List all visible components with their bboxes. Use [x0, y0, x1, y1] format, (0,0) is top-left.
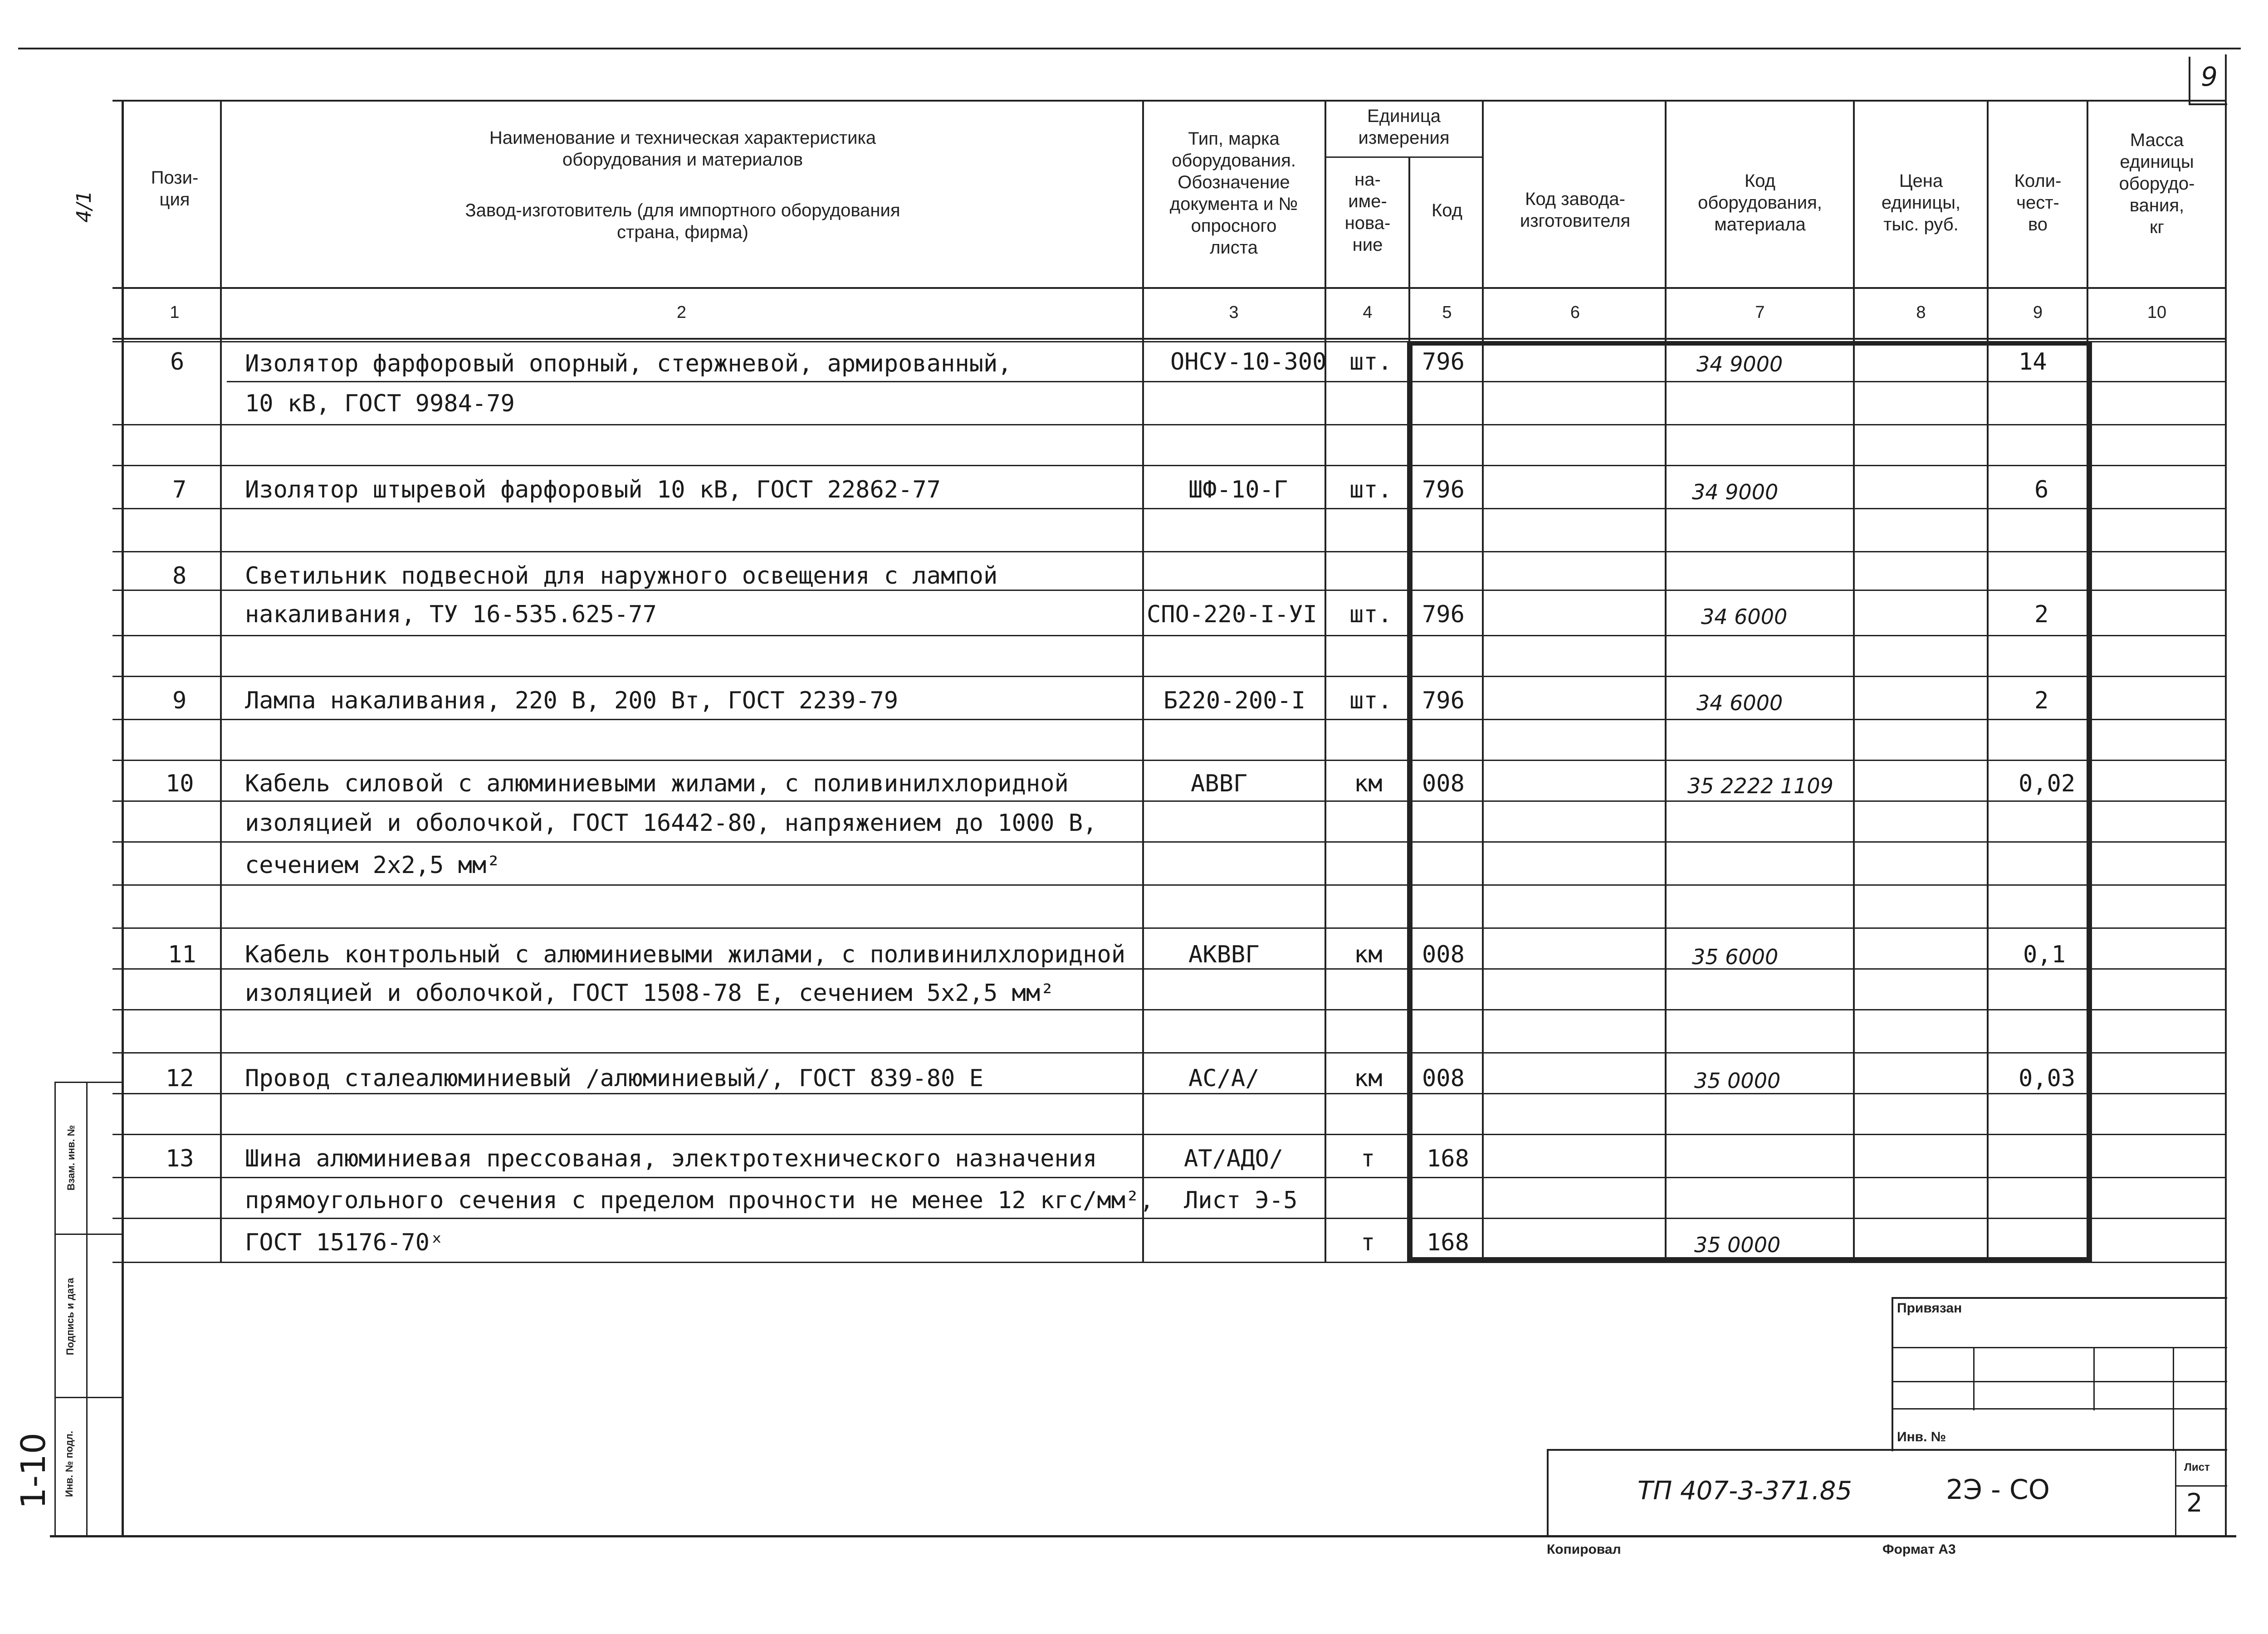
row-type: АТ/АДО/	[1184, 1145, 1284, 1172]
side-inv-podl: Инв. № подл.	[63, 1431, 75, 1497]
stamp-doc-number: ТП 407-3-371.85	[1637, 1476, 1852, 1506]
row-code: 168	[1427, 1145, 1469, 1172]
row-quantity: 0,1	[2023, 941, 2066, 968]
header-unit: Единица измерения	[1358, 106, 1450, 148]
row-name: Кабель контрольный с алюминиевыми жилами, с поливинилхлоридной	[245, 941, 1126, 968]
row-name: Провод сталеалюминиевый /алюминиевый/, ГОСТ 839-80 Е	[245, 1065, 983, 1092]
row-name: прямоугольного сечения с пределом прочности не менее 12 кгс/мм²,	[245, 1187, 1154, 1214]
row-unit: км	[1354, 1065, 1383, 1092]
row-material-code: 35 0000	[1694, 1068, 1781, 1093]
row-name: 10 кВ, ГОСТ 9984-79	[245, 390, 515, 417]
row-name: накаливания, ТУ 16-535.625-77	[245, 601, 657, 628]
header-mass: Масса единицы оборудо- вания, кг	[2119, 130, 2195, 237]
stamp-sheet-value: 2	[2186, 1488, 2203, 1518]
column-number: 4	[1363, 303, 1373, 322]
row-material-code: 35 2222 1109	[1687, 774, 1833, 798]
stamp-copied: Копировал	[1547, 1542, 1621, 1557]
row-name: изоляцией и оболочкой, ГОСТ 1508-78 Е, сечением 5х2,5 мм²	[245, 980, 1055, 1007]
sheet-corner-number: 9	[2201, 61, 2218, 92]
row-type: АС/А/	[1188, 1065, 1260, 1092]
row-position: 10	[166, 770, 194, 797]
column-number: 10	[2147, 303, 2167, 322]
row-code: 008	[1422, 941, 1465, 968]
side-number: 1-10	[14, 1433, 53, 1509]
row-name: Светильник подвесной для наружного освещения с лампой	[245, 562, 998, 590]
row-unit: км	[1354, 941, 1383, 968]
row-code: 008	[1422, 770, 1465, 797]
column-number: 3	[1229, 303, 1239, 322]
side-podpis: Подпись и дата	[64, 1278, 76, 1356]
row-material-code: 35 0000	[1694, 1233, 1781, 1257]
frame-bottom-line	[50, 1535, 2236, 1537]
row-unit: шт.	[1349, 476, 1392, 503]
row-type: ОНСУ-10-300	[1170, 348, 1327, 376]
header-factory-code: Код завода- изготовителя	[1520, 189, 1631, 231]
row-material-code: 34 6000	[1696, 691, 1783, 715]
frame-left-line	[122, 100, 124, 1537]
row-position: 6	[170, 348, 185, 376]
row-unit: шт.	[1349, 687, 1392, 714]
row-position: 8	[172, 562, 187, 590]
header-unit-name: на- име- нова- ние	[1344, 170, 1391, 255]
row-unit: т	[1361, 1145, 1375, 1172]
row-code: 796	[1422, 687, 1465, 714]
row-type: СПО-220-I-УI	[1147, 601, 1317, 628]
row-name: сечением 2х2,5 мм²	[245, 852, 501, 879]
column-number: 2	[676, 303, 687, 322]
column-number: 5	[1442, 303, 1452, 322]
row-unit: шт.	[1349, 601, 1392, 628]
row-quantity: 0,02	[2019, 770, 2076, 797]
header-quantity: Коли- чест- во	[2014, 171, 2062, 234]
row-unit: т	[1361, 1229, 1375, 1256]
row-code: 008	[1422, 1065, 1465, 1092]
row-name: Изолятор штыревой фарфоровый 10 кВ, ГОСТ 22862-77	[245, 476, 941, 503]
row-quantity: 0,03	[2019, 1065, 2076, 1092]
row-position: 13	[166, 1145, 194, 1172]
row-name: Шина алюминиевая прессованая, электротехнического назначения	[245, 1145, 1097, 1172]
row-code: 796	[1422, 601, 1465, 628]
header-manufacturer: Завод-изготовитель (для импортного оборудования страна, фирма)	[465, 200, 900, 242]
row-name: ГОСТ 15176-70ˣ	[245, 1229, 444, 1256]
row-quantity: 6	[2034, 476, 2049, 503]
row-unit: км	[1354, 770, 1383, 797]
row-code: 168	[1427, 1229, 1469, 1256]
row-code: 796	[1422, 476, 1465, 503]
row-type-sheet: Лист Э-5	[1184, 1187, 1298, 1214]
side-vzam: Взам. инв. №	[65, 1125, 77, 1191]
row-quantity: 2	[2034, 687, 2049, 714]
row-quantity: 14	[2019, 348, 2047, 376]
row-type: АВВГ	[1191, 770, 1248, 797]
row-type: Б220-200-I	[1163, 687, 1306, 714]
side-mark: 4/1	[72, 190, 96, 223]
row-name: Изолятор фарфоровый опорный, стержневой, армированный,	[245, 350, 1012, 377]
header-name: Наименование и техническая характеристика оборудования и материалов	[489, 128, 876, 170]
row-material-code: 34 6000	[1701, 605, 1788, 629]
stamp-doc-suffix: 2Э - СО	[1946, 1474, 2050, 1506]
top-frame-line	[18, 48, 2241, 49]
row-position: 12	[166, 1065, 194, 1092]
row-code: 796	[1422, 348, 1465, 376]
column-number: 8	[1916, 303, 1926, 322]
row-position: 9	[172, 687, 187, 714]
header-material-code: Код оборудования, материала	[1698, 171, 1822, 234]
column-number: 7	[1755, 303, 1765, 322]
row-name: изоляцией и оболочкой, ГОСТ 16442-80, напряжением до 1000 В,	[245, 810, 1097, 837]
stamp-inv-no: Инв. №	[1897, 1429, 1946, 1444]
row-quantity: 2	[2034, 601, 2049, 628]
row-material-code: 35 6000	[1692, 945, 1779, 969]
column-number: 9	[2033, 303, 2043, 322]
row-type: ШФ-10-Г	[1188, 476, 1288, 503]
column-number: 6	[1570, 303, 1580, 322]
row-unit: шт.	[1349, 348, 1392, 376]
header-type: Тип, марка оборудования. Обозначение документа и № опросного листа	[1169, 129, 1298, 258]
stamp-sheet-label: Лист	[2184, 1461, 2210, 1473]
column-number: 1	[170, 303, 180, 322]
stamp-format: Формат А3	[1882, 1542, 1956, 1557]
header-price: Цена единицы, тыс. руб.	[1881, 171, 1961, 234]
row-name: Лампа накаливания, 220 В, 200 Вт, ГОСТ 2239-79	[245, 687, 899, 714]
row-material-code: 34 9000	[1692, 480, 1779, 504]
frame-right-line	[2225, 54, 2227, 1537]
row-type: АКВВГ	[1188, 941, 1260, 968]
row-position: 7	[172, 476, 187, 503]
header-position: Пози- ция	[151, 168, 199, 210]
header-unit-code: Код	[1431, 200, 1462, 220]
stamp-privyazan: Привязан	[1897, 1301, 1962, 1316]
row-name: Кабель силовой с алюминиевыми жилами, с поливинилхлоридной	[245, 770, 1069, 797]
row-position: 11	[168, 941, 196, 968]
row-material-code: 34 9000	[1696, 352, 1783, 376]
